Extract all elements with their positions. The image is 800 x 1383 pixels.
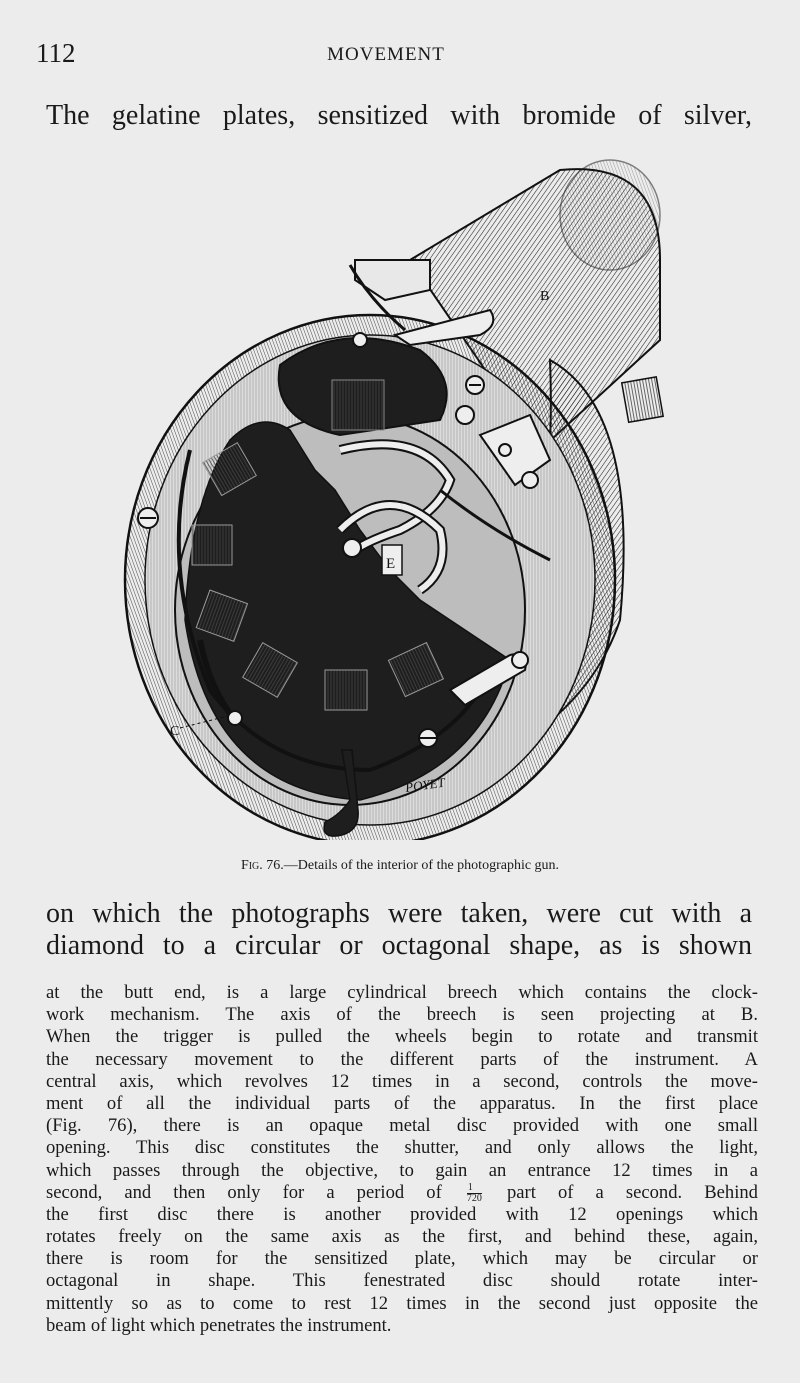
page-number: 112 [36,38,76,68]
body-line: (Fig. 76), there is an opaque metal disc provided with one small [46,1115,758,1137]
fraction-denominator: 720 [466,1192,482,1204]
fraction-before: second, and then only for a period of [46,1181,442,1203]
fraction-after: part of a second. Behind [506,1181,758,1203]
body-line-fraction [46,1182,758,1204]
body-line: work mechanism. The axis of the breech is seen projecting at B. [46,1004,758,1026]
body-line: beam of light which penetrates the instrument. [46,1314,392,1336]
body-line: the necessary movement to the different parts of the instrument. A [46,1048,758,1070]
fenestrated-disc [175,415,525,805]
body-line: which passes through the objective, to gain an entrance 12 times in a [46,1159,758,1181]
body-line: the first disc there is another provided with 12 openings which [46,1203,758,1225]
body-text [46,982,758,1337]
body-line: opening. This disc constitutes the shutter, and only allows the light, [46,1137,758,1159]
running-head [36,38,766,74]
fraction [467,1183,482,1204]
label-e: E [386,556,396,572]
body-line: rotates freely on the same axis as the first, and behind these, again, [46,1226,758,1248]
label-c: C [170,724,180,739]
continuation-line-1: on which the photographs were taken, were cut with a [46,898,752,929]
caption-text: —Details of the interior of the photographic gun. [283,858,560,873]
engraver-signature: POYET [404,774,446,796]
body-line: ment of all the individual parts of the apparatus. In the first place [46,1092,758,1114]
figure-photographic-gun [120,150,680,840]
caption-label: Fig. 76. [240,858,284,873]
body-line: octagonal in shape. This fenestrated disc should rotate inter- [46,1270,758,1292]
fraction-numerator: 1 [467,1183,482,1194]
section-title: MOVEMENT [327,44,445,65]
continuation-line-2: diamond to a circular or octagonal shape, as is shown [46,930,752,961]
body-line: at the butt end, is a large cylindrical breech which contains the clock- [46,982,758,1003]
body-line: When the trigger is pulled the wheels begin to rotate and transmit [46,1026,758,1048]
intro-line: The gelatine plates, sensitized with bromide of silver, [46,100,752,131]
body-line: central axis, which revolves 12 times in a second, controls the move- [46,1070,758,1092]
label-b: B [540,289,550,304]
body-line: mittently so as to come to rest 12 times in the second just opposite the [46,1292,758,1314]
body-line: there is room for the sensitized plate, which may be circular or [46,1248,758,1270]
figure-caption [0,858,800,874]
